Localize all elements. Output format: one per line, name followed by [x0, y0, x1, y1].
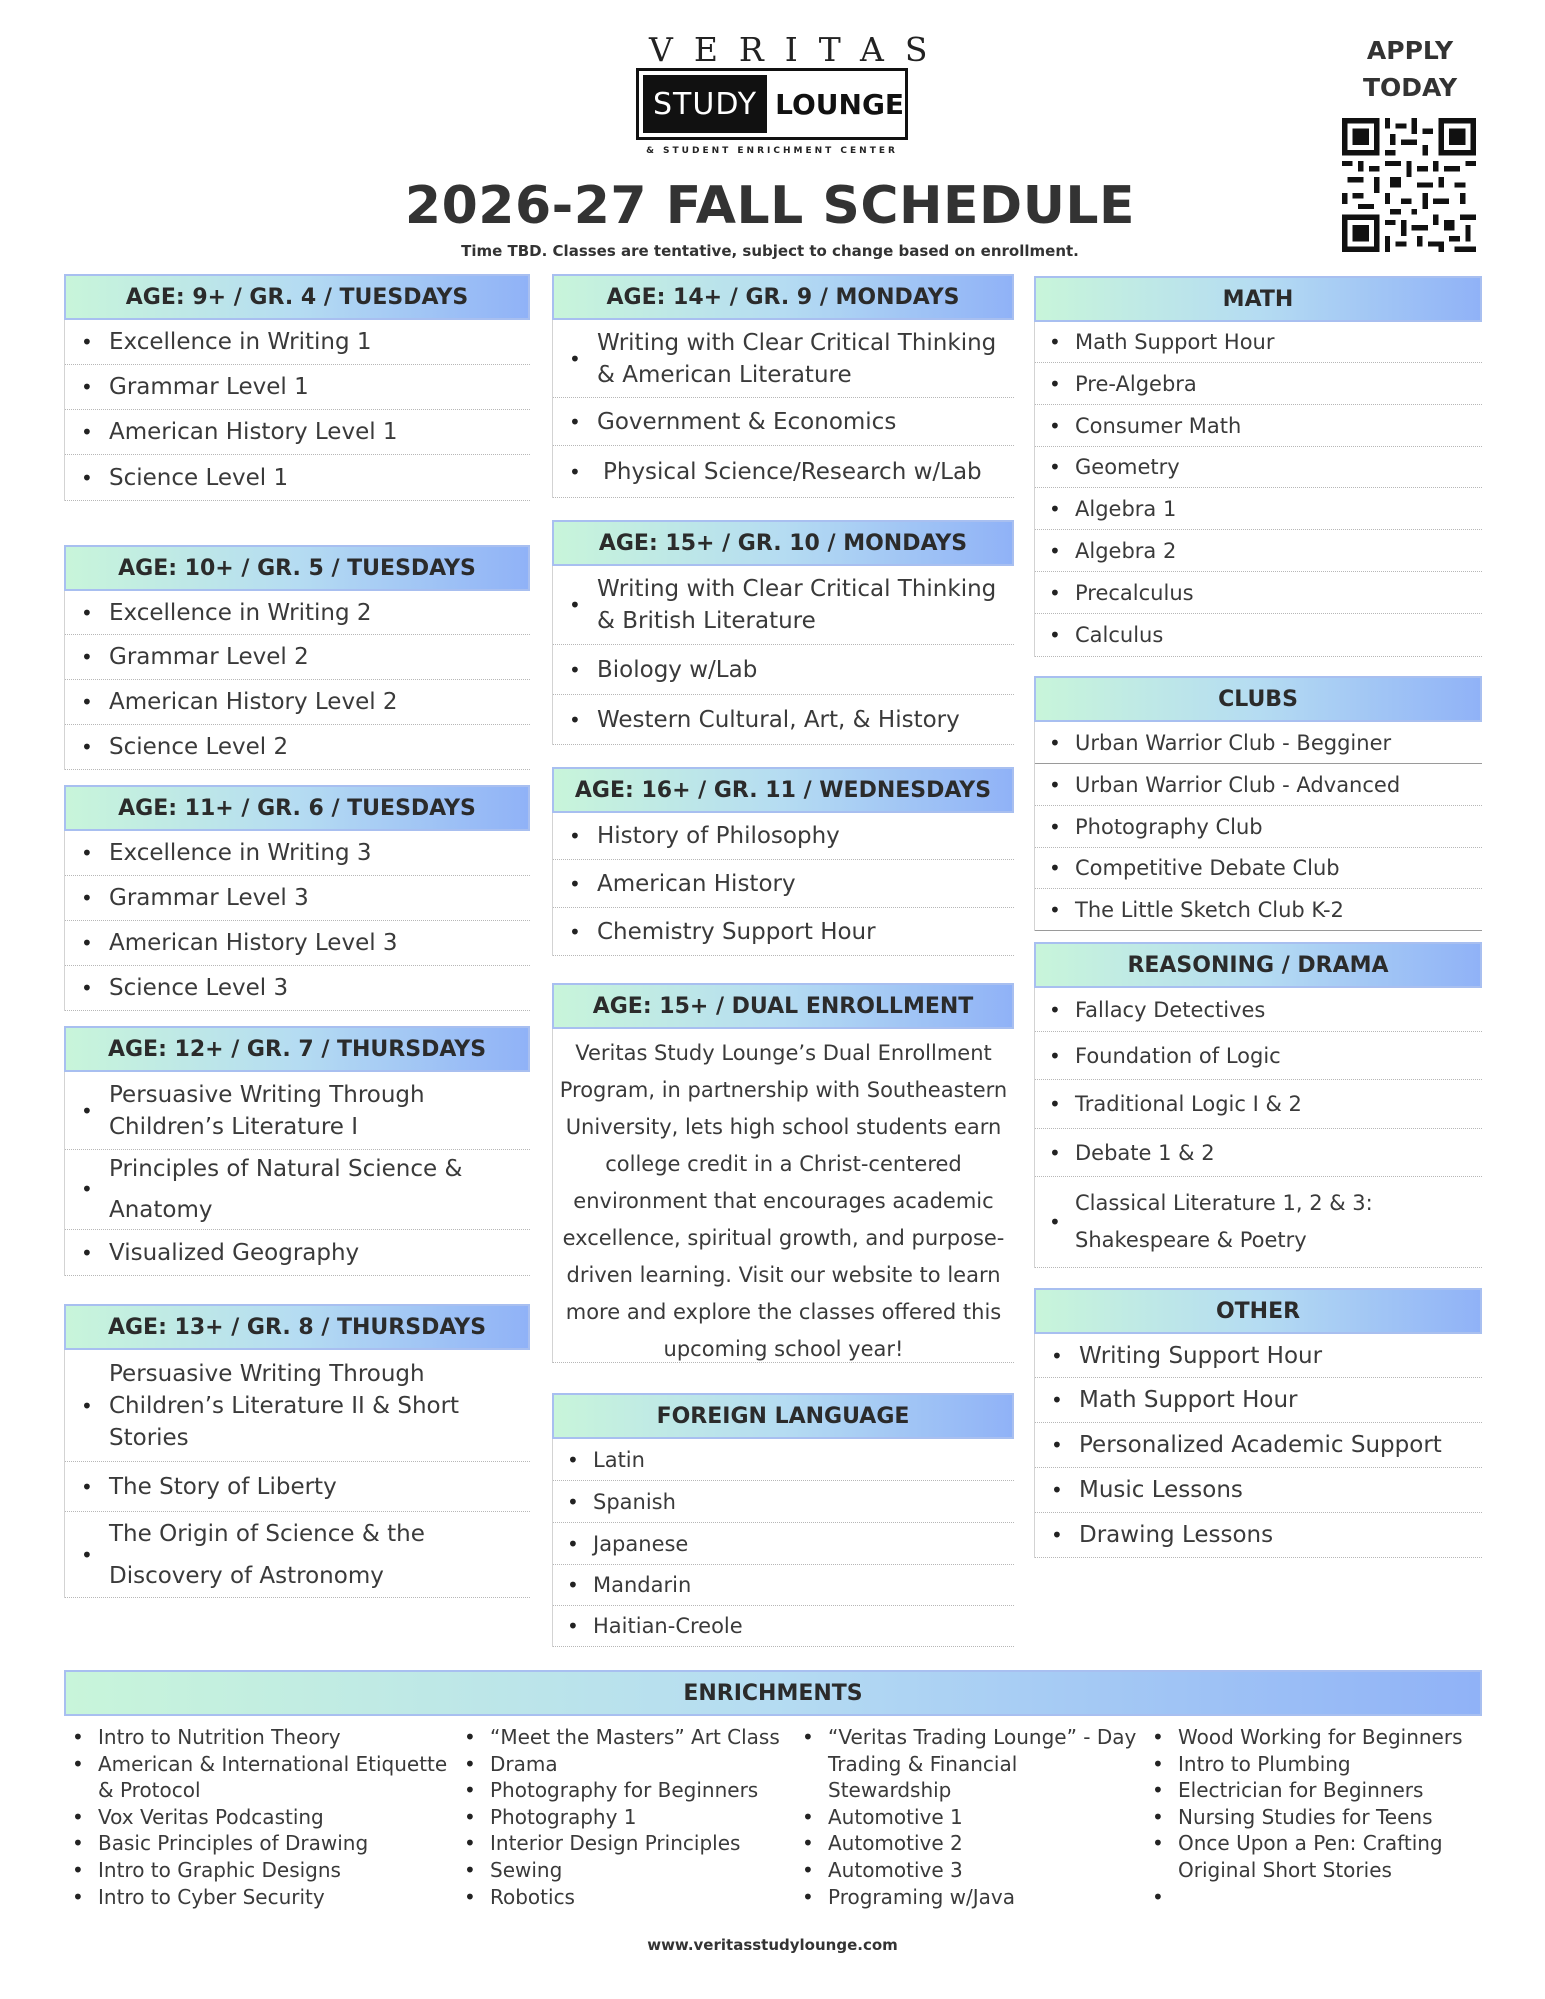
logo	[636, 68, 908, 140]
course-list	[552, 813, 1014, 956]
list-item: • American & International Etiquette & Protocol	[64, 1751, 454, 1804]
list-item: • Science Level 3	[65, 966, 530, 1011]
section-title: REASONING / DRAMA	[1034, 942, 1482, 988]
enrichments-title: ENRICHMENTS	[64, 1670, 1482, 1716]
list-item: • Automotive 2	[794, 1830, 1144, 1857]
list-item: • Persuasive Writing Through Children’s Literature II & Short Stories	[65, 1350, 530, 1462]
enrichments-column-1	[64, 1724, 454, 1910]
list-item: • Electrician for Beginners	[1144, 1777, 1489, 1804]
list-item: • Grammar Level 1	[65, 365, 530, 410]
website-link[interactable]: www.veritasstudylounge.com	[647, 1936, 898, 1954]
list-item: • Music Lessons	[1035, 1468, 1482, 1513]
list-item: • Math Support Hour	[1035, 322, 1482, 363]
list-item: • Foundation of Logic	[1035, 1032, 1482, 1080]
course-list	[64, 831, 530, 1011]
list-item: • Classical Literature 1, 2 & 3: Shakespeare & Poetry	[1035, 1177, 1482, 1268]
list-item: • Traditional Logic I & 2	[1035, 1080, 1482, 1129]
list-item: • Photography Club	[1035, 806, 1482, 848]
enrichments-column-3	[794, 1724, 1144, 1910]
course-list	[552, 566, 1014, 745]
section-other	[1034, 1288, 1482, 1558]
section-clubs	[1034, 676, 1482, 931]
section-title: AGE: 9+ / GR. 4 / TUESDAYS	[64, 274, 530, 320]
course-list	[1034, 988, 1482, 1268]
course-list	[552, 320, 1014, 498]
dual-enrollment-description: Veritas Study Lounge’s Dual Enrollment Program, in partnership with Southeastern University, lets high school students earn college credit in a Christ-centered environment that encourages academic excellence, spiritual growth, and purpose-driven learning. Visit our website to learn more and explore the classes offered this upcoming school year!	[552, 1029, 1014, 1363]
list-item: • Algebra 1	[1035, 488, 1482, 530]
list-item: • American History	[553, 860, 1014, 908]
section-title: AGE: 12+ / GR. 7 / THURSDAYS	[64, 1026, 530, 1072]
section-reasoning-drama	[1034, 942, 1482, 1268]
list-item: • Vox Veritas Podcasting	[64, 1804, 454, 1831]
list-item: • Photography for Beginners	[456, 1777, 796, 1804]
service-list	[1034, 1334, 1482, 1558]
list-item: • Science Level 2	[65, 725, 530, 770]
list-item: • Once Upon a Pen: Crafting Original Short Stories	[1144, 1830, 1489, 1883]
list-item: • Robotics	[456, 1884, 796, 1911]
club-list	[1034, 722, 1482, 931]
logo-study: STUDY	[643, 75, 767, 133]
list-item: • Mandarin	[553, 1565, 1014, 1606]
list-item: • Photography 1	[456, 1804, 796, 1831]
list-item: • Chemistry Support Hour	[553, 908, 1014, 956]
list-item: • Physical Science/Research w/Lab	[553, 446, 1014, 498]
section-age-10	[64, 545, 530, 770]
list-item: • Nursing Studies for Teens	[1144, 1804, 1489, 1831]
list-item: • Biology w/Lab	[553, 645, 1014, 695]
list-item: • Pre-Algebra	[1035, 363, 1482, 405]
list-item: • Writing Support Hour	[1035, 1334, 1482, 1378]
course-list	[552, 1439, 1014, 1647]
section-age-13	[64, 1304, 530, 1598]
list-item: • Sewing	[456, 1857, 796, 1884]
section-title: AGE: 14+ / GR. 9 / MONDAYS	[552, 274, 1014, 320]
list-item: • American History Level 1	[65, 410, 530, 455]
list-item: • Visualized Geography	[65, 1230, 530, 1276]
list-item: • Urban Warrior Club - Begginer	[1035, 722, 1482, 764]
section-age-15	[552, 520, 1014, 745]
logo-veritas-text: VERITAS	[649, 30, 949, 69]
apply-line-1: APPLY	[1366, 36, 1454, 65]
list-item: • Japanese	[553, 1523, 1014, 1565]
list-item: • The Origin of Science & the Discovery of Astronomy	[65, 1512, 530, 1598]
list-item: • Latin	[553, 1439, 1014, 1481]
list-item: • Science Level 1	[65, 455, 530, 501]
list-item: • Programing w/Java	[794, 1884, 1144, 1911]
list-item: • Drawing Lessons	[1035, 1513, 1482, 1558]
list-item: • Math Support Hour	[1035, 1378, 1482, 1423]
section-age-16	[552, 767, 1014, 956]
course-list	[64, 591, 530, 770]
list-item: • Persuasive Writing Through Children’s Literature I	[65, 1072, 530, 1150]
section-math	[1034, 276, 1482, 657]
list-item: • American History Level 2	[65, 680, 530, 725]
list-item: • The Story of Liberty	[65, 1462, 530, 1512]
section-foreign-language	[552, 1393, 1014, 1647]
list-item: • Precalculus	[1035, 572, 1482, 614]
list-item: • Personalized Academic Support	[1035, 1423, 1482, 1468]
page-title: 2026-27 FALL SCHEDULE	[404, 176, 1136, 236]
list-item: • Interior Design Principles	[456, 1830, 796, 1857]
list-item: • Grammar Level 3	[65, 876, 530, 921]
section-dual-enrollment	[552, 983, 1014, 1363]
section-title: MATH	[1034, 276, 1482, 322]
list-item: • Automotive 1	[794, 1804, 1144, 1831]
enrichments-column-4	[1144, 1724, 1489, 1910]
section-title: AGE: 11+ / GR. 6 / TUESDAYS	[64, 785, 530, 831]
list-item: • Wood Working for Beginners	[1144, 1724, 1489, 1751]
course-list	[64, 1072, 530, 1276]
list-item	[1144, 1884, 1489, 1911]
list-item: • Fallacy Detectives	[1035, 988, 1482, 1032]
list-item: • The Little Sketch Club K-2	[1035, 889, 1482, 931]
course-list	[64, 1350, 530, 1598]
section-age-11	[64, 785, 530, 1011]
section-title: AGE: 16+ / GR. 11 / WEDNESDAYS	[552, 767, 1014, 813]
list-item: • American History Level 3	[65, 921, 530, 966]
list-item: • Drama	[456, 1751, 796, 1778]
apply-today-label	[1340, 32, 1480, 106]
list-item: • Intro to Cyber Security	[64, 1884, 454, 1911]
list-item: • Excellence in Writing 3	[65, 831, 530, 876]
list-item: • Writing with Clear Critical Thinking & American Literature	[553, 320, 1014, 398]
list-item: • Intro to Graphic Designs	[64, 1857, 454, 1884]
list-item: • “Veritas Trading Lounge” - Day Trading & Financial Stewardship	[794, 1724, 1144, 1804]
section-title: AGE: 15+ / GR. 10 / MONDAYS	[552, 520, 1014, 566]
section-title: CLUBS	[1034, 676, 1482, 722]
list-item: • Principles of Natural Science & Anatomy	[65, 1150, 530, 1230]
list-item: • Government & Economics	[553, 398, 1014, 446]
qr-code-icon[interactable]	[1342, 118, 1476, 252]
course-list	[1034, 322, 1482, 657]
apply-line-2: TODAY	[1362, 73, 1458, 102]
list-item: • Geometry	[1035, 447, 1482, 488]
list-item: • Algebra 2	[1035, 530, 1482, 572]
list-item: • Automotive 3	[794, 1857, 1144, 1884]
section-age-12	[64, 1026, 530, 1276]
list-item: • Basic Principles of Drawing	[64, 1830, 454, 1857]
course-list	[64, 320, 530, 501]
logo-lounge: LOUNGE	[775, 87, 905, 121]
list-item: • Competitive Debate Club	[1035, 848, 1482, 889]
list-item: • Spanish	[553, 1481, 1014, 1523]
list-item: • “Meet the Masters” Art Class	[456, 1724, 796, 1751]
section-age-14	[552, 274, 1014, 498]
list-item: • Intro to Nutrition Theory	[64, 1724, 454, 1751]
list-item: • Calculus	[1035, 614, 1482, 657]
list-item: • Excellence in Writing 1	[65, 320, 530, 365]
section-title: AGE: 15+ / DUAL ENROLLMENT	[552, 983, 1014, 1029]
enrichments-column-2	[456, 1724, 796, 1910]
section-title: OTHER	[1034, 1288, 1482, 1334]
section-age-9	[64, 274, 530, 501]
list-item: • Consumer Math	[1035, 405, 1482, 447]
list-item: • Intro to Plumbing	[1144, 1751, 1489, 1778]
list-item: • Writing with Clear Critical Thinking & British Literature	[553, 566, 1014, 645]
list-item: • Haitian-Creole	[553, 1606, 1014, 1647]
logo-subtitle: & STUDENT ENRICHMENT CENTER	[646, 146, 898, 156]
list-item: • Excellence in Writing 2	[65, 591, 530, 635]
list-item: • Western Cultural, Art, & History	[553, 695, 1014, 745]
section-title: AGE: 10+ / GR. 5 / TUESDAYS	[64, 545, 530, 591]
list-item: • Urban Warrior Club - Advanced	[1035, 764, 1482, 806]
list-item: • History of Philosophy	[553, 813, 1014, 860]
section-title: FOREIGN LANGUAGE	[552, 1393, 1014, 1439]
list-item: • Debate 1 & 2	[1035, 1129, 1482, 1177]
page-subtitle: Time TBD. Classes are tentative, subject to change based on enrollment.	[461, 242, 1079, 260]
section-title: AGE: 13+ / GR. 8 / THURSDAYS	[64, 1304, 530, 1350]
list-item: • Grammar Level 2	[65, 635, 530, 680]
